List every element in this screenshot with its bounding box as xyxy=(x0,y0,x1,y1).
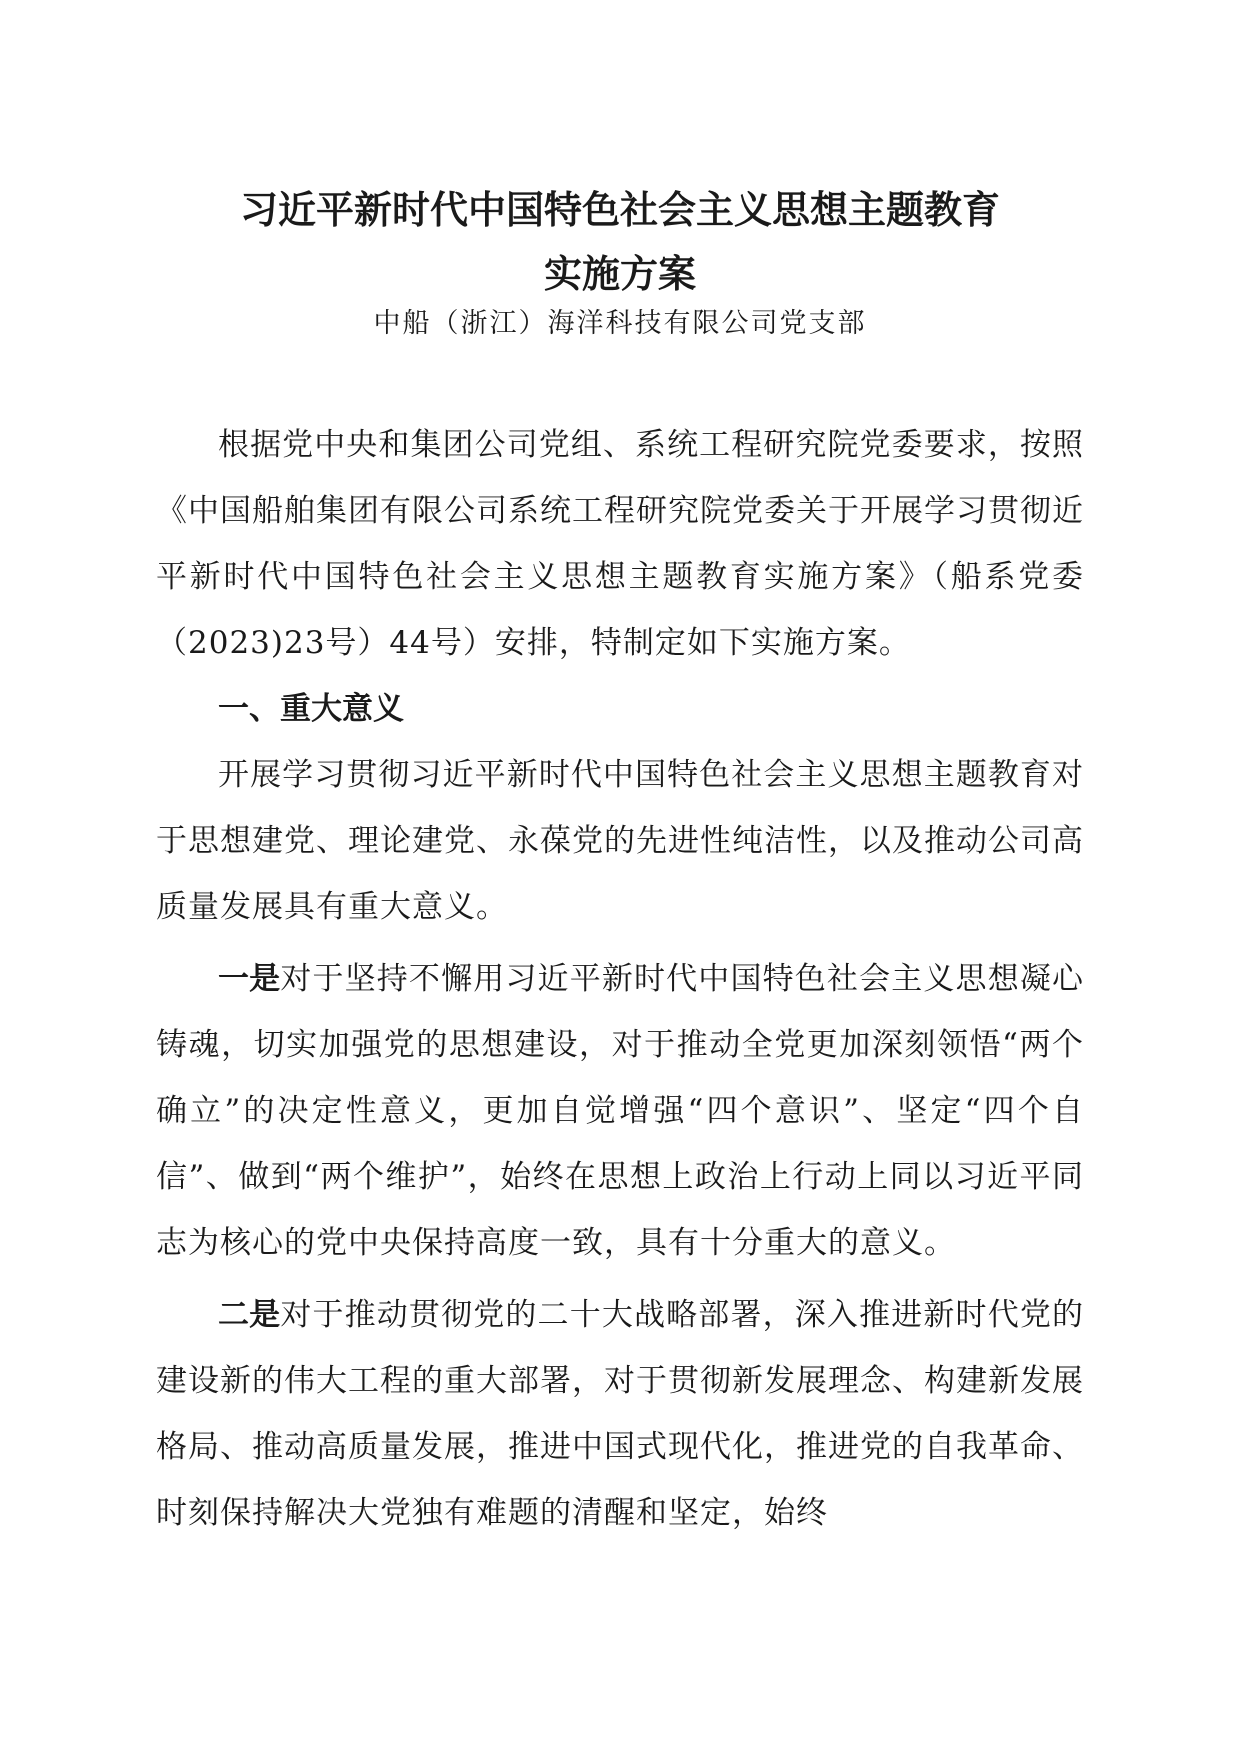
section-paragraph: 开展学习贯彻习近平新时代中国特色社会主义思想主题教育对于思想建党、理论建党、永葆党的先进性纯洁性，以及推动公司高质量发展具有重大意义。 xyxy=(156,757,1084,925)
document-issuer: 中船（浙江）海洋科技有限公司党支部 xyxy=(373,308,867,339)
intro-paragraph: 根据党中央和集团公司党组、系统工程研究院党委要求，按照《中国船舶集团有限公司系统工程研究院党委关于开展学习贯彻近平新时代中国特色社会主义思想主题教育实施方案》（船系党委（2023)23号）44号）安排，特制定如下实施方案。 xyxy=(156,427,1084,661)
point-text-2: 对于推动贯彻党的二十大战略部署，深入推进新时代党的建设新的伟大工程的重大部署，对于贯彻新发展理念、构建新发展格局、推动高质量发展，推进中国式现代化，推进党的自我革命、时刻保持解决大党独有难题的清醒和坚定，始终 xyxy=(156,1297,1085,1531)
document-body xyxy=(156,412,1084,1546)
point-text-1: 对于坚持不懈用习近平新时代中国特色社会主义思想凝心铸魂，切实加强党的思想建设，对于推动全党更加深刻领悟“两个确立”的决定性意义，更加自觉增强“四个意识”、坚定“四个自信”、做到“两个维护”，始终在思想上政治上行动上同以习近平同志为核心的党中央保持高度一致，具有十分重大的意义。 xyxy=(156,961,1085,1261)
point-paragraph-2 xyxy=(156,1282,1084,1546)
document-title-line2: 实施方案 xyxy=(543,252,696,296)
point-lead-1: 一是 xyxy=(218,961,281,997)
section-heading: 一、重大意义 xyxy=(218,691,404,727)
point-paragraph-1 xyxy=(156,946,1084,1276)
point-lead-2: 二是 xyxy=(218,1297,281,1333)
document-title-line1: 习近平新时代中国特色社会主义思想主题教育 xyxy=(239,188,1000,232)
